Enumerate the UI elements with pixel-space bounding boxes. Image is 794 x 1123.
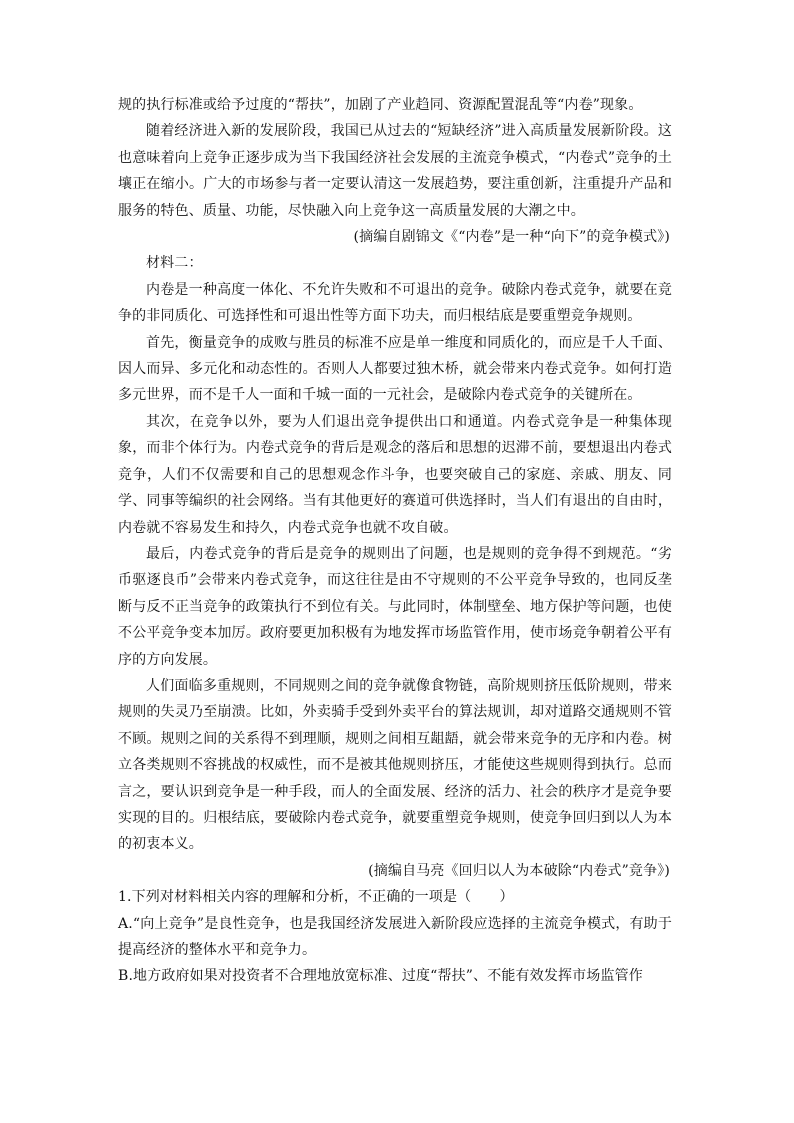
paragraph-first-point: 首先，衡量竞争的成败与胜员的标准不应是单一维度和同质化的，而应是千人千面、因人而异、多元化和动态性的。否则人人都要过独木桥，就会带来内卷式竞争。如何打造多元世界，而不是千人一面和千城一面的一元社会，是破除内卷式竞争的关键所在。	[118, 334, 672, 404]
paragraph-second-point: 其次，在竞争以外，要为人们退出竞争提供出口和通道。内卷式竞争是一种集体现象，而非个体行为。内卷式竞争的背后是观念的落后和思想的迟滞不前，要想退出内卷式竞争，人们不仅需要和自己的思想观念作斗争，也要突破自己的家庭、亲戚、朋友、同学、同事等编织的社会网络。当有其他更好的赛道可供选择时，当人们有退出的自由时，内卷就不容易发生和持久，内卷式竞争也就不攻自破。	[118, 413, 672, 536]
paragraph-third-point: 最后，内卷式竞争的背后是竞争的规则出了问题，也是规则的竞争得不到规范。“劣币驱逐良币”会带来内卷式竞争，而这往往是由不守规则的不公平竞争导致的，也同反垄断与反不正当竞争的政策执行不到位有关。与此同时，体制壁垒、地方保护等问题，也使不公平竞争变本加厉。政府要更加积极有为地发挥市场监管作用，使市场竞争朝着公平有序的方向发展。	[118, 545, 672, 668]
question-1-option-b: B.地方政府如果对投资者不合理地放宽标准、过度“帮扶”、不能有效发挥市场监管作	[118, 968, 643, 985]
question-1-option-a: A.“向上竞争”是良性竞争，也是我国经济发展进入新阶段应选择的主流竞争模式，有助于提高经济的整体水平和竞争力。	[118, 915, 672, 958]
document-body	[118, 92, 672, 990]
question-1-stem: 1.下列对材料相关内容的理解和分析，不正确的一项是（ ）	[118, 889, 514, 906]
paragraph-continuation: 规的执行标准或给予过度的“帮扶”，加剧了产业趋同、资源配置混乱等“内卷”现象。	[118, 97, 643, 113]
source-citation-1: (摘编自剧锦文《“内卷”是一种“向下”的竞争模式》)	[353, 229, 670, 246]
source-citation-2: (摘编自马亮《回归以人为本破除“内卷式”竞争》)	[368, 862, 670, 879]
material-2-label: 材料二：	[146, 255, 203, 272]
paragraph-high-quality-development: 随着经济进入新的发展阶段，我国已从过去的“短缺经济”进入高质量发展新阶段。这也意味着向上竞争正逐步成为当下我国经济社会发展的主流竞争模式，“内卷式”竞争的土壤正在缩小。广大的市场参与者一定要认清这一发展趋势，要注重创新，注重提升产品和服务的特色、质量、功能，尽快融入向上竞争这一高质量发展的大潮之中。	[118, 123, 672, 219]
paragraph-rules-conclusion: 人们面临多重规则，不同规则之间的竞争就像食物链，高阶规则挤压低阶规则，带来规则的失灵乃至崩溃。比如，外卖骑手受到外卖平台的算法规训，却对道路交通规则不管不顾。规则之间的关系得不到理顺，规则之间相互龃龉，就会带来竞争的无序和内卷。树立各类规则不容挑战的权威性，而不是被其他规则挤压，才能使这些规则得到执行。总而言之，要认识到竞争是一种手段，而人的全面发展、经济的活力、社会的秩序才是竞争要实现的目的。归根结底，要破除内卷式竞争，就要重塑竞争规则，使竞争回归到以人为本的初衷本义。	[118, 677, 672, 853]
paragraph-material-2-intro: 内卷是一种高度一体化、不允许失败和不可退出的竞争。破除内卷式竞争，就要在竞争的非同质化、可选择性和可退出性等方面下功夫，而归根结底是要重塑竞争规则。	[118, 281, 672, 325]
